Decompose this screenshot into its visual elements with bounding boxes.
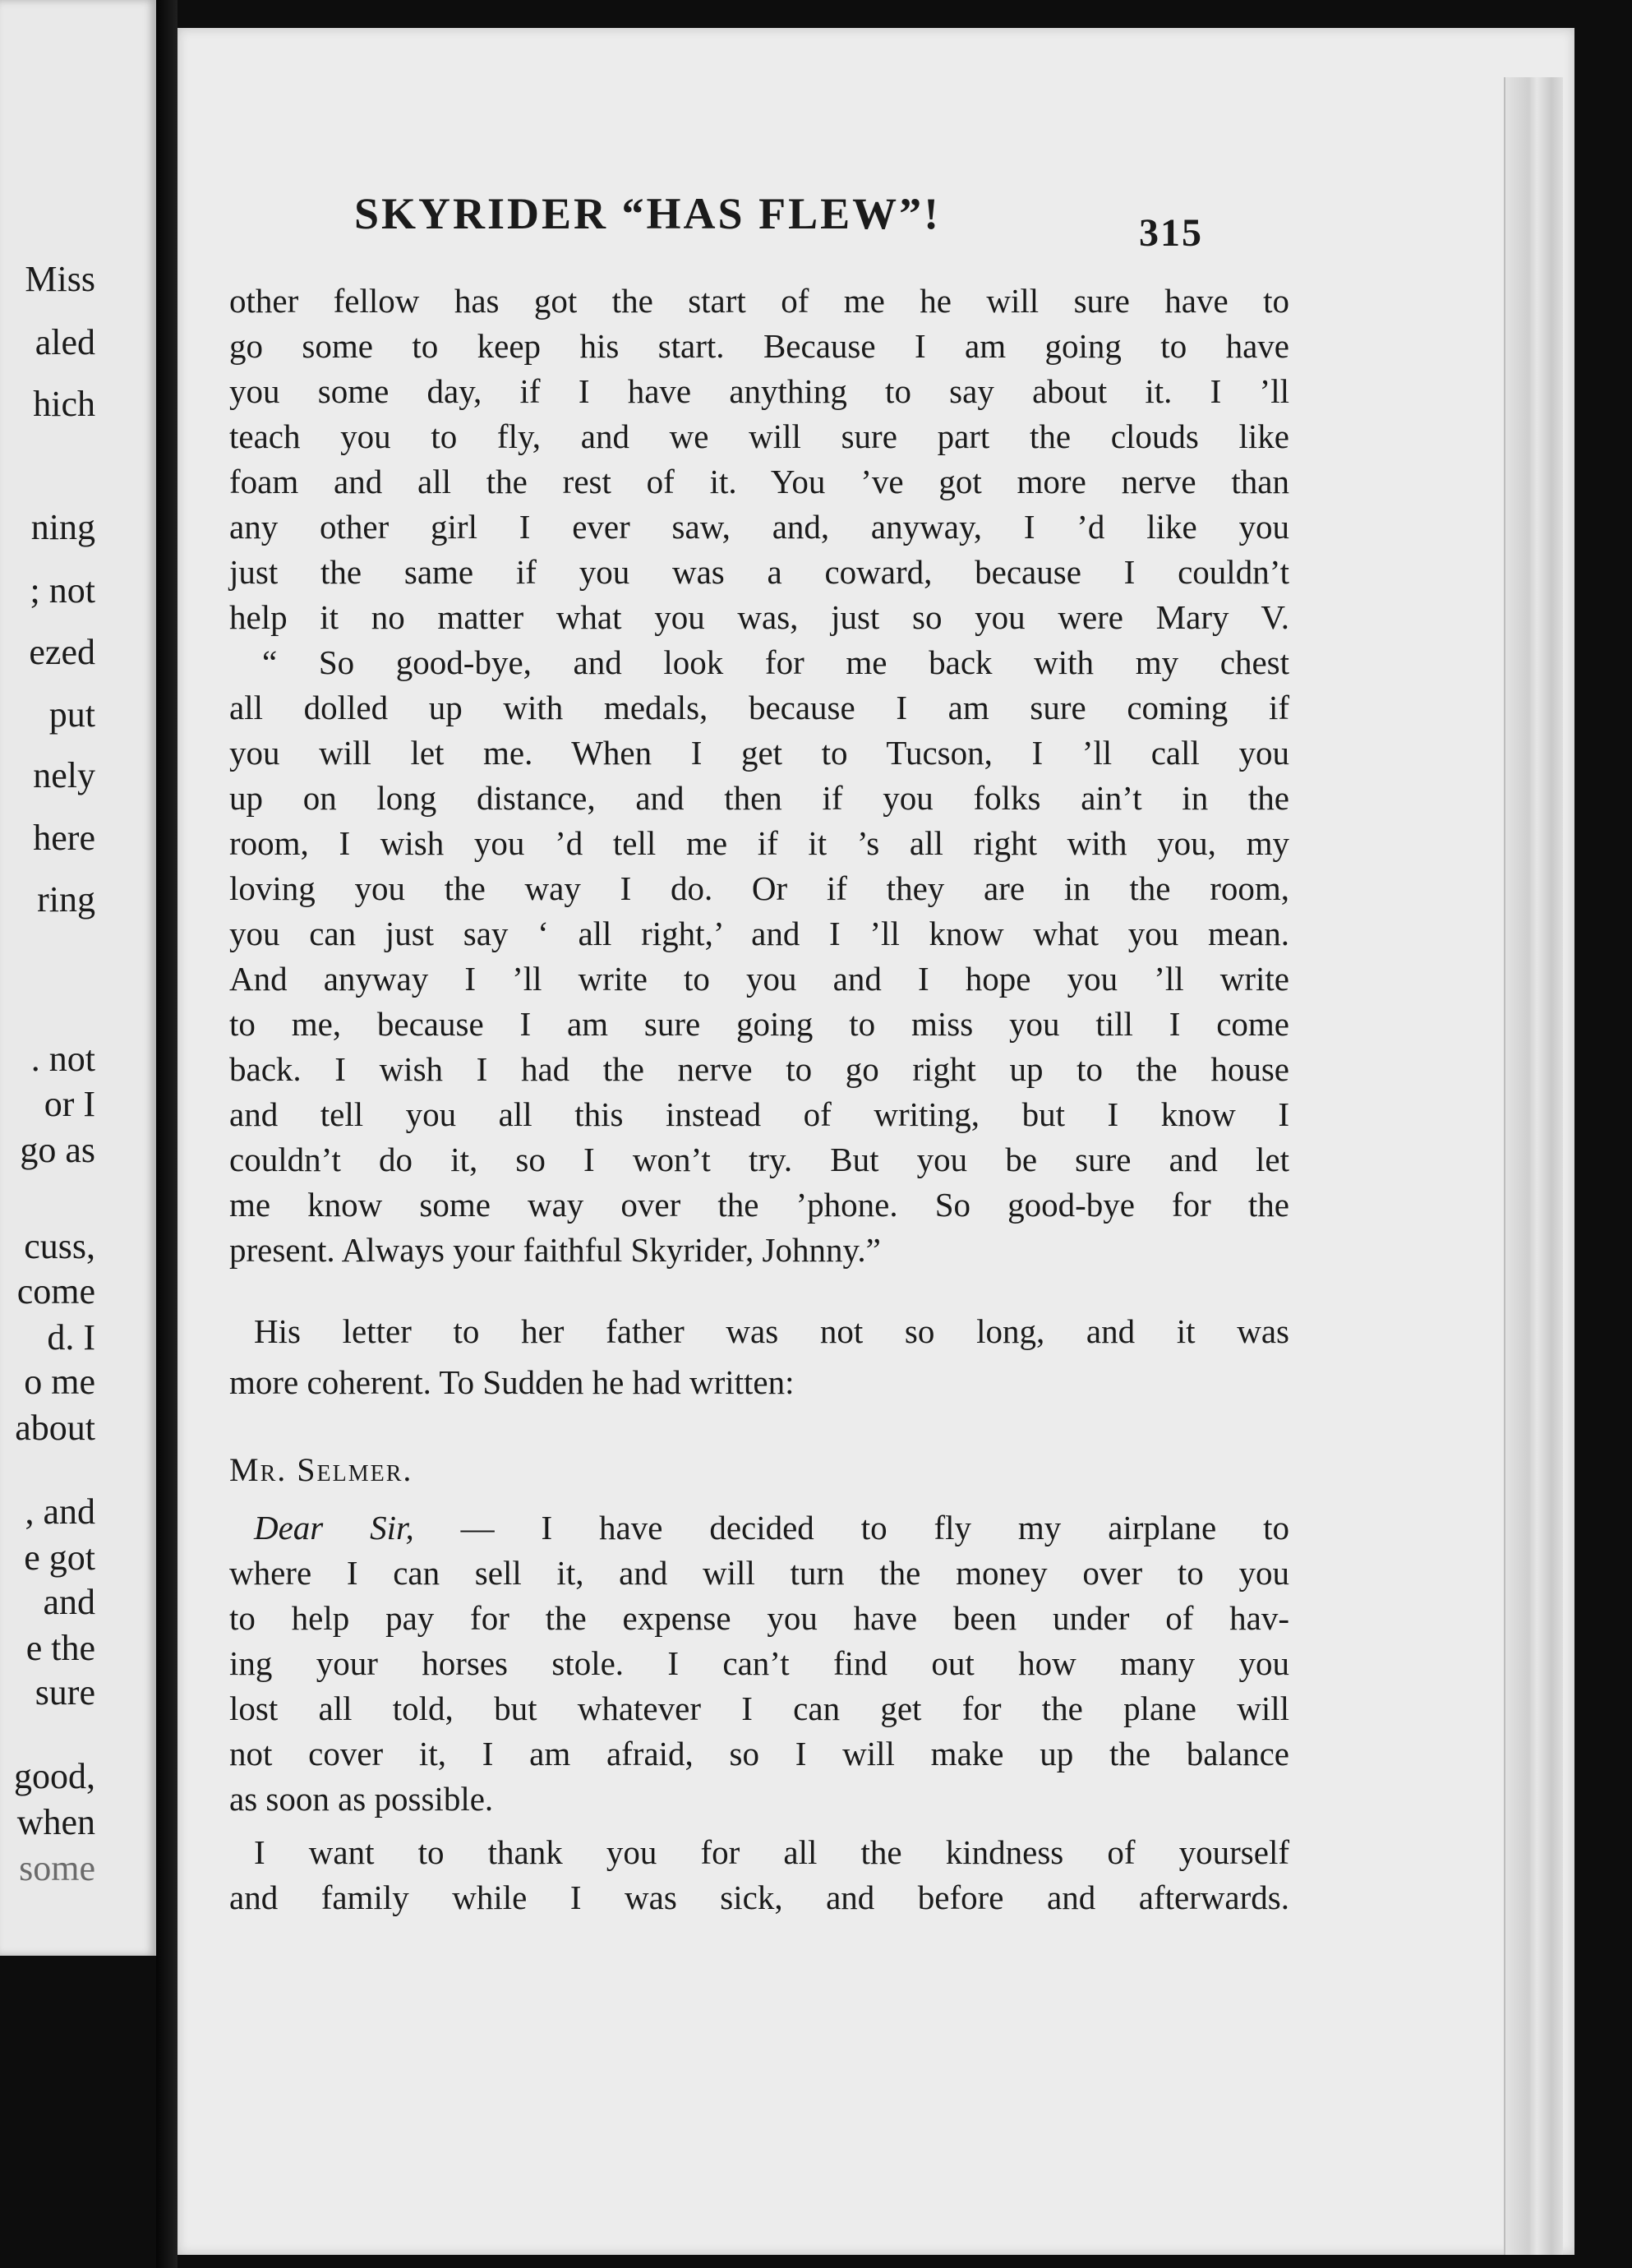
left-page-line: some <box>19 1848 95 1888</box>
page-edge-stack <box>1504 77 1563 2255</box>
text-line: lost all told, but whatever I can get for the plane will <box>229 1689 1289 1727</box>
letter-paragraph <box>229 1830 1289 1920</box>
text-line: couldn’t do it, so I won’t try. But you be sure and let <box>229 1141 1289 1178</box>
text-line: go some to keep his start. Because I am going to have <box>229 327 1289 365</box>
text-line: ing your horses stole. I can’t find out how many you <box>229 1644 1289 1682</box>
text-line: I want to thank you for all the kindness of yourself <box>254 1833 1289 1871</box>
left-page-line: aled <box>35 322 95 362</box>
left-page-line: e got <box>24 1537 95 1578</box>
text-line: “ So good-bye, and look for me back with my chest <box>262 643 1289 681</box>
text-line: all dolled up with medals, because I am sure coming if <box>229 689 1289 726</box>
text-line: to help pay for the expense you have been under of hav- <box>229 1599 1289 1637</box>
text-line: and family while I was sick, and before and afterwards. <box>229 1878 1289 1916</box>
facing-page-fragment <box>0 0 156 1956</box>
dear-sir-greeting: Dear Sir, <box>254 1509 414 1547</box>
text-line: And anyway I ’ll write to you and I hope you ’ll write <box>229 960 1289 998</box>
text-line: present. Always your faithful Skyrider, Johnny.” <box>229 1231 881 1269</box>
left-page-line: here <box>33 818 95 858</box>
narration-paragraph <box>229 1306 1289 1408</box>
left-page-line: Miss <box>25 259 95 299</box>
text-line: as soon as possible. <box>229 1780 494 1818</box>
running-head: SKYRIDER “HAS FLEW”! <box>354 189 942 238</box>
text-line: not cover it, I am afraid, so I will make up the balance <box>229 1735 1289 1772</box>
letter-paragraph <box>229 640 1289 1273</box>
left-page-line: o me <box>24 1362 95 1402</box>
left-page-line: ezed <box>29 632 95 672</box>
left-page-line: ring <box>37 879 95 920</box>
text-line: more coherent. To Sudden he had written: <box>229 1363 795 1401</box>
left-page-line: . not <box>30 1039 95 1079</box>
text-line: teach you to fly, and we will sure part the clouds like <box>229 417 1289 455</box>
left-page-line: put <box>48 694 95 735</box>
text-line-rest: — I have decided to fly my airplane to <box>413 1509 1290 1547</box>
left-page-line: nely <box>33 755 95 795</box>
text-line: me know some way over the ’phone. So good-bye for the <box>229 1186 1289 1224</box>
text-line: you some day, if I have anything to say about it. I ’ll <box>229 372 1289 410</box>
text-line: loving you the way I do. Or if they are in the room, <box>229 869 1289 907</box>
text-line: help it no matter what you was, just so you were Mary V. <box>229 598 1289 636</box>
text-line: you can just say ‘ all right,’ and I ’ll know what you mean. <box>229 915 1289 952</box>
left-page-line: sure <box>35 1672 95 1713</box>
page-number: 315 <box>1139 211 1203 255</box>
left-page-line: e the <box>25 1628 95 1668</box>
left-page-line: come <box>16 1271 95 1311</box>
text-line: just the same if you was a coward, because I couldn’t <box>229 553 1289 591</box>
book-page <box>177 28 1574 2255</box>
left-page-line: about <box>15 1408 95 1448</box>
gutter-shadow <box>156 0 177 2268</box>
text-line <box>229 1505 1289 1551</box>
left-page-line: ning <box>30 507 95 547</box>
text-line: room, I wish you ’d tell me if it ’s all right with you, my <box>229 824 1289 862</box>
text-line: up on long distance, and then if you folks ain’t in the <box>229 779 1289 817</box>
text-line: and tell you all this instead of writing, but I know I <box>229 1095 1289 1133</box>
text-line: His letter to her father was not so long, and it was <box>254 1312 1289 1350</box>
text-line: other fellow has got the start of me he will sure have to <box>229 282 1289 320</box>
left-page-line: when <box>16 1802 95 1842</box>
left-page-line: hich <box>33 384 95 424</box>
text-line: where I can sell it, and will turn the money over to you <box>229 1554 1289 1592</box>
letter-paragraph <box>229 279 1289 640</box>
text-line: you will let me. When I get to Tucson, I ’ll call you <box>229 734 1289 772</box>
text-line: any other girl I ever saw, and, anyway, I ’d like you <box>229 508 1289 546</box>
letter-salutation: Mr. Selmer. <box>229 1451 413 1488</box>
text-line: back. I wish I had the nerve to go right up to the house <box>229 1050 1289 1088</box>
left-page-line: and <box>43 1582 95 1622</box>
text-line: to me, because I am sure going to miss you till I come <box>229 1005 1289 1043</box>
letter-paragraph <box>229 1505 1289 1822</box>
left-page-line: or I <box>44 1084 95 1124</box>
text-line: foam and all the rest of it. You ’ve got more nerve than <box>229 463 1289 500</box>
left-page-line: go as <box>20 1130 95 1170</box>
left-page-line: , and <box>25 1491 95 1532</box>
left-page-line: good, <box>14 1756 95 1796</box>
left-page-line: cuss, <box>24 1226 95 1266</box>
left-page-line: d. I <box>47 1317 95 1358</box>
left-page-line: ; not <box>30 570 95 611</box>
page-body <box>229 279 1289 1920</box>
